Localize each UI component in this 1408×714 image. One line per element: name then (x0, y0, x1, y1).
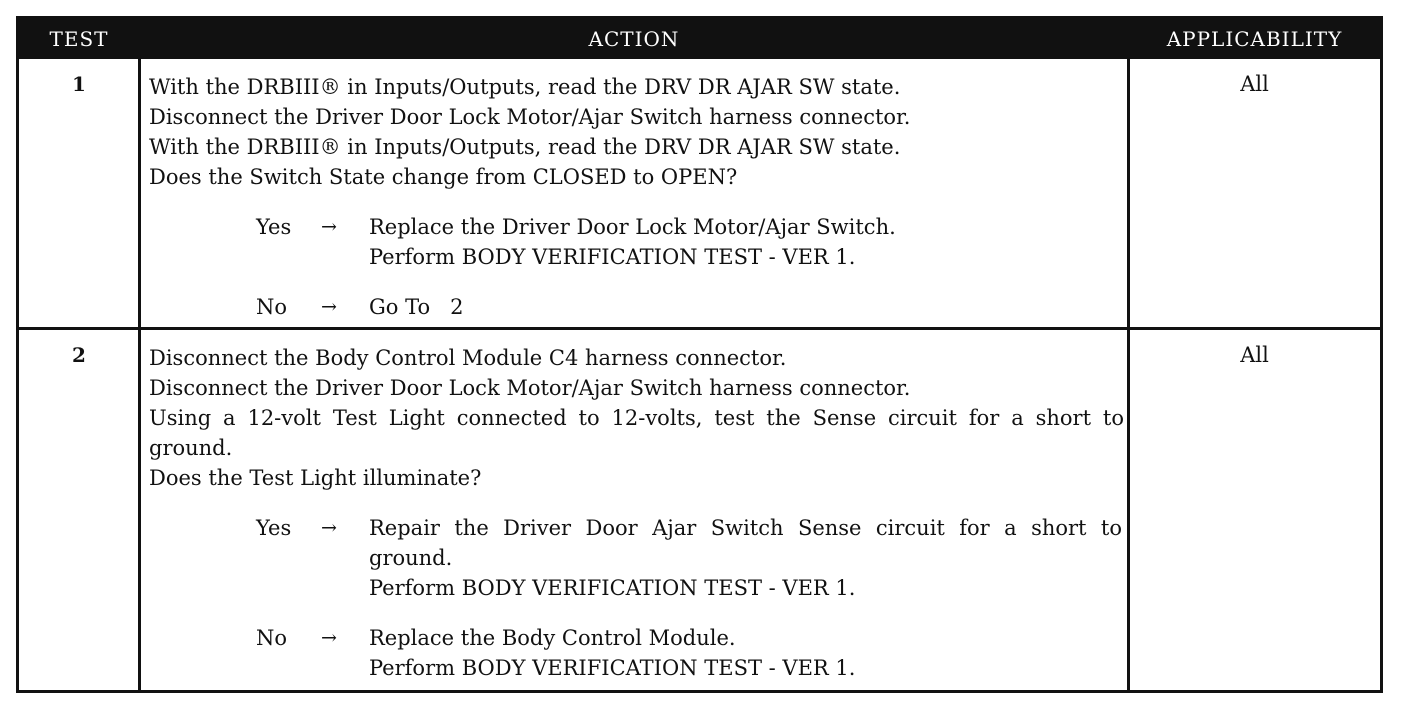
header-applicability: APPLICABILITY (1166, 27, 1343, 51)
yes-line: Perform BODY VERIFICATION TEST - VER 1. (369, 245, 856, 269)
no-line: Replace the Body Control Module. (369, 626, 736, 650)
no-answer (149, 292, 1124, 322)
table-header (19, 19, 1380, 59)
no-line: Perform BODY VERIFICATION TEST - VER 1. (369, 656, 856, 680)
step-line: With the DRBIII® in Inputs/Outputs, read the DRV DR AJAR SW state. (149, 75, 901, 99)
column-divider-test (138, 59, 141, 690)
yes-answer (149, 212, 1124, 269)
step-line: Disconnect the Driver Door Lock Motor/Ajar Switch harness connector. (149, 376, 911, 400)
no-text (369, 292, 1122, 322)
applicability-1: All (1240, 72, 1269, 96)
column-divider-applicability (1127, 59, 1130, 690)
step-line: Disconnect the Driver Door Lock Motor/Ajar Switch harness connector. (149, 105, 911, 129)
yes-line: Repair the Driver Door Ajar Switch Sense circuit for a short to (369, 516, 1122, 540)
yes-label: Yes (256, 215, 292, 239)
test-number-1: 1 (72, 72, 86, 96)
step-line: Does the Switch State change from CLOSED to OPEN? (149, 165, 738, 189)
arrow-right-icon: → (321, 627, 337, 649)
action-cell-2 (149, 343, 1124, 683)
diagnostic-test-table (16, 16, 1383, 693)
step-line: With the DRBIII® in Inputs/Outputs, read the DRV DR AJAR SW state. (149, 135, 901, 159)
no-text (369, 623, 1122, 683)
no-label: No (256, 626, 288, 650)
test-number-2: 2 (72, 343, 86, 367)
step-line: ground. (149, 436, 233, 460)
yes-text (369, 212, 1122, 272)
step-line: Using a 12-volt Test Light connected to 12-volts, test the Sense circuit for a short to (149, 406, 1124, 430)
applicability-2: All (1240, 343, 1269, 367)
arrow-right-icon: → (321, 517, 337, 539)
step-line: Does the Test Light illuminate? (149, 466, 482, 490)
header-action: ACTION (588, 27, 680, 51)
header-test: TEST (49, 27, 109, 51)
yes-text (369, 513, 1122, 603)
arrow-right-icon: → (321, 296, 337, 318)
yes-line: Perform BODY VERIFICATION TEST - VER 1. (369, 576, 856, 600)
action-cell-1 (149, 72, 1124, 322)
yes-label: Yes (256, 516, 292, 540)
yes-answer (149, 513, 1124, 603)
no-answer (149, 623, 1124, 683)
no-label: No (256, 295, 288, 319)
no-line: Go To 2 (369, 295, 464, 319)
yes-line: ground. (369, 546, 453, 570)
arrow-right-icon: → (321, 216, 337, 238)
row-divider (19, 327, 1380, 330)
step-line: Disconnect the Body Control Module C4 harness connector. (149, 346, 787, 370)
yes-line: Replace the Driver Door Lock Motor/Ajar Switch. (369, 215, 896, 239)
